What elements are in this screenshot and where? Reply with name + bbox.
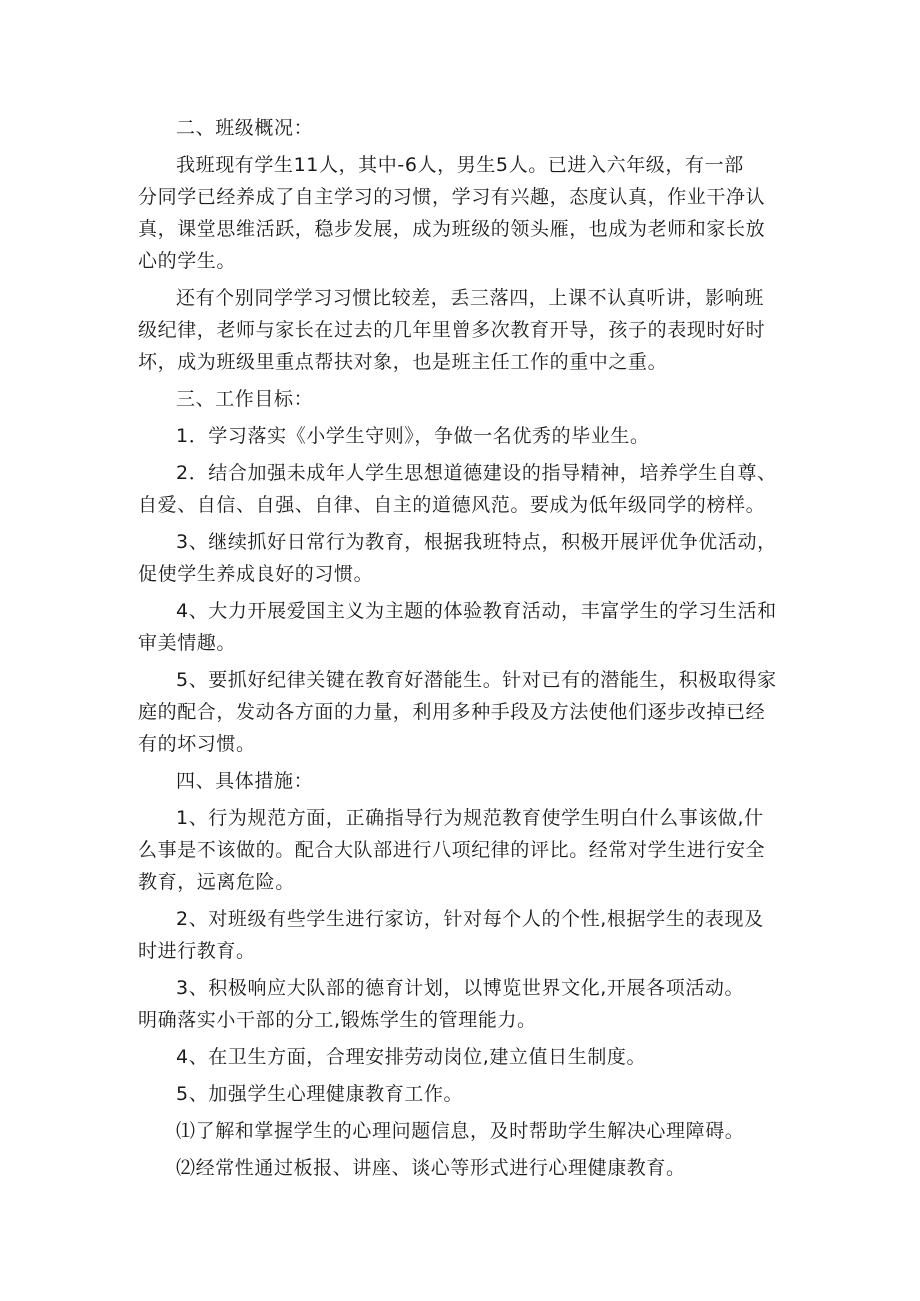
text-line: 审美情趣。 bbox=[138, 632, 237, 654]
text-line: 心的学生。 bbox=[138, 250, 237, 272]
measure-item-4 bbox=[138, 1041, 788, 1073]
measure-subitem-2 bbox=[138, 1152, 788, 1184]
heading-class-overview bbox=[138, 112, 788, 144]
text-line: 2．结合加强未成年人学生思想道德建设的指导精神，培养学生自尊、 bbox=[176, 462, 777, 484]
text-line: 有的坏习惯。 bbox=[138, 733, 256, 755]
heading-measures bbox=[138, 765, 788, 797]
text-line: 自爱、自信、自强、自律、自主的道德风范。要成为低年级同学的榜样。 bbox=[138, 494, 766, 516]
text-line: 分同学已经养成了自主学习的习惯，学习有兴趣，态度认真，作业干净认 bbox=[138, 186, 766, 208]
text-line: 时进行教育。 bbox=[138, 940, 256, 962]
text-line: 坏，成为班级里重点帮扶对象，也是班主任工作的重中之重。 bbox=[138, 351, 668, 373]
text-line: 5、要抓好纪律关键在教育好潜能生。针对已有的潜能生，积极取得家 bbox=[176, 669, 777, 691]
goal-item-5 bbox=[138, 664, 788, 760]
text-line: 级纪律，老师与家长在过去的几年里曾多次教育开导，孩子的表现时好时 bbox=[138, 319, 766, 341]
measure-subitem-1 bbox=[138, 1115, 788, 1147]
text-line: ⑴了解和掌握学生的心理问题信息，及时帮助学生解决心理障碍。 bbox=[176, 1120, 745, 1142]
goal-item-4 bbox=[138, 595, 788, 659]
measure-item-1 bbox=[138, 802, 788, 898]
text-line: 4、大力开展爱国主义为主题的体验教育活动，丰富学生的学习生活和 bbox=[176, 600, 777, 622]
text-line: 明确落实小干部的分工,锻炼学生的管理能力。 bbox=[138, 1009, 537, 1031]
text-line: 2、对班级有些学生进行家访，针对每个人的个性,根据学生的表现及 bbox=[176, 908, 764, 930]
goal-item-2 bbox=[138, 457, 788, 521]
text-line: 1、行为规范方面，正确指导行为规范教育使学生明白什么事该做,什 bbox=[176, 807, 764, 829]
text-line: 教育，远离危险。 bbox=[138, 871, 295, 893]
text-line: 三、工作目标： bbox=[176, 388, 314, 410]
paragraph-class-overview bbox=[138, 149, 788, 277]
text-line: 二、班级概况： bbox=[176, 117, 314, 139]
measure-item-3 bbox=[138, 972, 788, 1036]
paragraph-weak-students bbox=[138, 282, 788, 378]
text-line: ⑵经常性通过板报、讲座、谈心等形式进行心理健康教育。 bbox=[176, 1157, 686, 1179]
text-line: 4、在卫生方面，合理安排劳动岗位,建立值日生制度。 bbox=[176, 1046, 647, 1068]
text-line: 1．学习落实《小学生守则》，争做一名优秀的毕业生。 bbox=[176, 425, 650, 447]
measure-item-2 bbox=[138, 903, 788, 967]
text-line: 3、继续抓好日常行为教育，根据我班特点，积极开展评优争优活动， bbox=[176, 531, 777, 553]
document-body bbox=[138, 112, 788, 1189]
text-line: 真，课堂思维活跃，稳步发展，成为班级的领头雁，也成为老师和家长放 bbox=[138, 218, 766, 240]
text-line: 我班现有学生11人，其中-6人，男生5人。已进入六年级，有一部 bbox=[176, 154, 744, 176]
goal-item-3 bbox=[138, 526, 788, 590]
text-line: 3、积极响应大队部的德育计划，以博览世界文化,开展各项活动。 bbox=[176, 977, 745, 999]
text-line: 促使学生养成良好的习惯。 bbox=[138, 563, 374, 585]
goal-item-1 bbox=[138, 420, 788, 452]
text-line: 么事是不该做的。配合大队部进行八项纪律的评比。经常对学生进行安全 bbox=[138, 839, 766, 861]
measure-item-5 bbox=[138, 1078, 788, 1110]
heading-work-goals bbox=[138, 383, 788, 415]
text-line: 四、具体措施： bbox=[176, 770, 314, 792]
text-line: 5、加强学生心理健康教育工作。 bbox=[176, 1083, 464, 1105]
text-line: 庭的配合，发动各方面的力量，利用多种手段及方法使他们逐步改掉已经 bbox=[138, 701, 766, 723]
text-line: 还有个别同学学习习惯比较差，丢三落四，上课不认真听讲，影响班 bbox=[176, 287, 765, 309]
